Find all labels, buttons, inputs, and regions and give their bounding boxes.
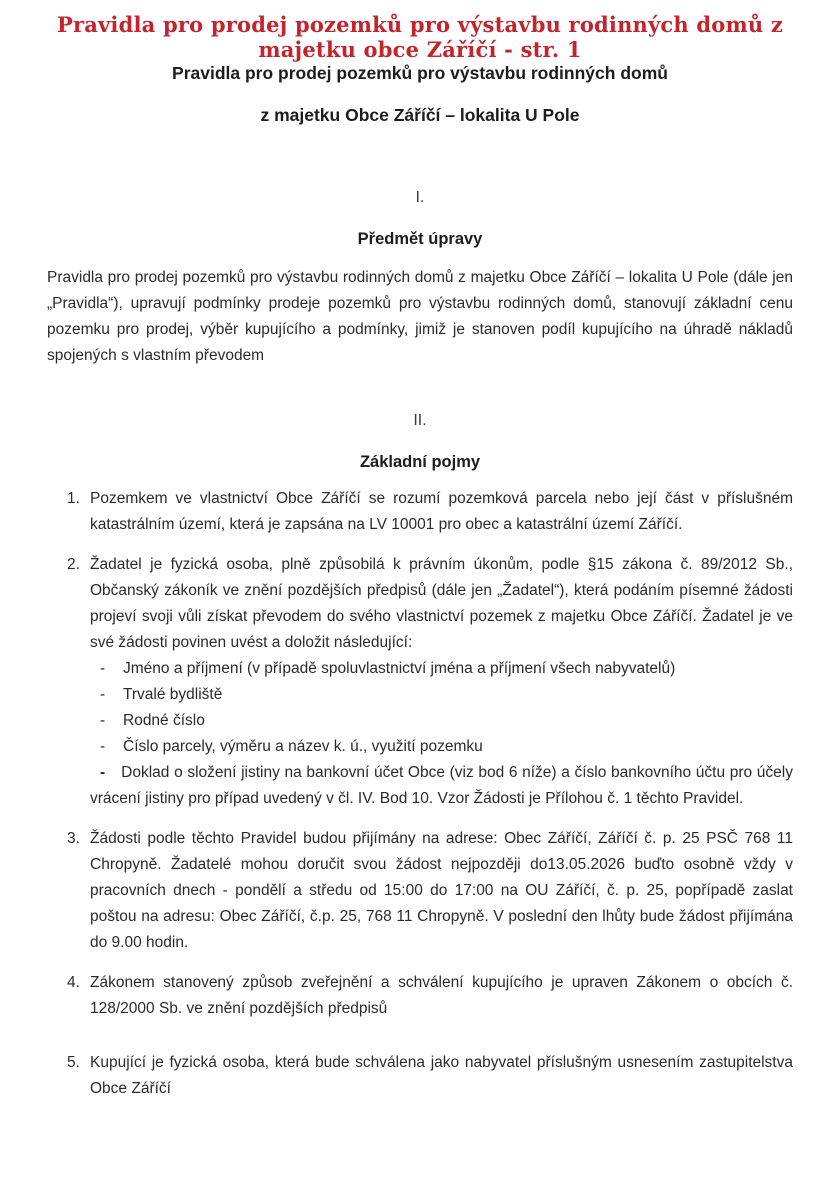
dash-bullet-marker: - <box>100 660 106 677</box>
page-banner-title: Pravidla pro prodej pozemků pro výstavbu rodinných domů z majetku obce Záříčí - str. 1 <box>56 12 784 62</box>
section-1-paragraph: Pravidla pro prodej pozemků pro výstavbu rodinných domů z majetku Obce Záříčí – lokalita U Pole (dále jen „Pravidla“), upravují podmínky prodeje pozemků pro výstavbu rodinných domů, stanovují základní cenu pozemku pro prodej, výběr kupujícího a podmínky, jimiž je stanoven podíl kupujícího na úhradě nákladů spojených s vlastním převodem <box>47 269 793 364</box>
sub-bullet-text: Trvalé bydliště <box>123 686 223 703</box>
dash-bullet-marker: - <box>100 738 106 755</box>
list-item-text: Žadatel je fyzická osoba, plně způsobilá k právním úkonům, podle §15 zákona č. 89/2012 Sb., Občanský zákoník ve znění pozdějších předpisů (dále jen „Žadatel“), která podáním písemné žádosti projeví svoji vůli získat převodem do svého vlastnictví pozemek z majetku Obce Záříčí. Žadatel je ve své žádosti povinen uvést a doložit následující: <box>90 556 793 651</box>
sub-bullet <box>90 682 793 708</box>
sub-bullet-text: Rodné číslo <box>123 712 205 729</box>
list-item-text: Pozemkem ve vlastnictví Obce Záříčí se rozumí pozemková parcela nebo její část v příslušném katastrálním území, která je zapsána na LV 10001 pro obec a katastrální území Záříčí. <box>90 490 793 533</box>
list-item-number: 3. <box>67 830 80 847</box>
list-item-number: 1. <box>67 490 80 507</box>
dash-bullet-marker: - <box>100 764 106 781</box>
sub-bullet-hanging <box>90 760 793 812</box>
sub-bullet <box>90 708 793 734</box>
list-item-number: 4. <box>67 974 80 991</box>
basic-terms-list <box>47 486 793 1102</box>
document-title: Pravidla pro prodej pozemků pro výstavbu rodinných domů <box>172 63 668 83</box>
sub-bullet <box>90 656 793 682</box>
sub-bullet-text: Jméno a příjmení (v případě spoluvlastnictví jména a příjmení všech nabyvatelů) <box>123 660 676 677</box>
sub-bullet-text: Doklad o složení jistiny na bankovní účet Obce (viz bod 6 níže) a číslo bankovního účtu pro účely vrácení jistiny pro případ uvedený v čl. IV. Bod 10. Vzor Žádosti je Přílohou č. 1 těchto Pravidel. <box>90 764 793 807</box>
list-item <box>47 486 793 538</box>
section-1-numeral: I. <box>415 189 425 206</box>
dash-bullet-marker: - <box>100 686 106 703</box>
section-2-numeral: II. <box>413 412 427 429</box>
list-item-text: Žádosti podle těchto Pravidel budou přijímány na adrese: Obec Záříčí, Záříčí č. p. 25 PSČ 768 11 Chropyně. Žadatelé mohou doručit svou žádost nejpozději do13.05.2026 buďto osobně vždy v pracovních dnech - pondělí a středu od 15:00 do 17:00 na OU Záříčí, č. p. 25, popřípadě zaslat poštou na adresu: Obec Záříčí, č.p. 25, 768 11 Chropyně. V poslední den lhůty bude žádost přijímána do 9.00 hodin. <box>90 830 793 951</box>
list-item-number: 2. <box>67 556 80 573</box>
list-item <box>47 552 793 812</box>
section-1-heading: Předmět úpravy <box>357 230 483 248</box>
sub-bullet <box>90 734 793 760</box>
sub-bullet-list <box>90 656 793 812</box>
list-item <box>47 826 793 956</box>
list-item-text: Zákonem stanovený způsob zveřejnění a schválení kupujícího je upraven Zákonem o obcích č. 128/2000 Sb. ve znění pozdějších předpisů <box>90 974 793 1017</box>
list-item-text: Kupující je fyzická osoba, která bude schválena jako nabyvatel příslušným usnesením zastupitelstva Obce Záříčí <box>90 1054 793 1097</box>
sub-bullet-text: Číslo parcely, výměru a název k. ú., využití pozemku <box>123 738 483 755</box>
list-item-number: 5. <box>67 1054 80 1071</box>
dash-bullet-marker: - <box>100 712 106 729</box>
document-subtitle: z majetku Obce Záříčí – lokalita U Pole <box>260 105 580 125</box>
list-item <box>47 1050 793 1102</box>
list-item <box>47 970 793 1022</box>
section-2-heading: Základní pojmy <box>359 453 481 471</box>
